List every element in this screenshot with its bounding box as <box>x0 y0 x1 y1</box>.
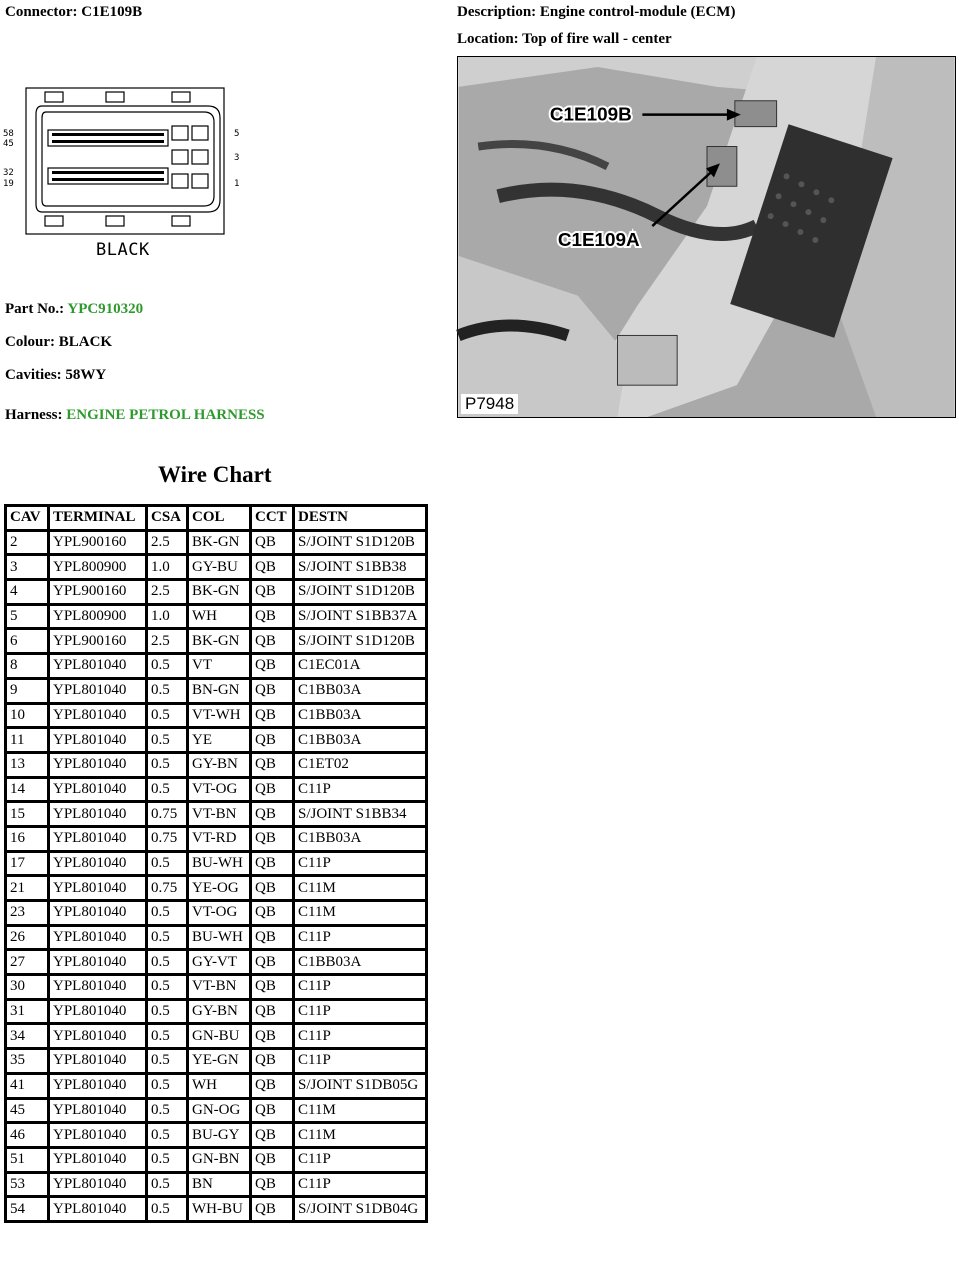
cell-col: GY-VT <box>189 951 249 973</box>
cell-col: BU-WH <box>189 927 249 949</box>
cell-terminal: YPL800900 <box>50 606 145 628</box>
cell-destn: S/JOINT S1D120B <box>295 581 425 603</box>
cell-csa: 1.0 <box>148 556 186 578</box>
cell-cct: QB <box>252 655 292 677</box>
cell-destn: S/JOINT S1BB38 <box>295 556 425 578</box>
table-row <box>7 902 425 924</box>
table-row <box>7 754 425 776</box>
cell-terminal: YPL900160 <box>50 630 145 652</box>
table-row <box>7 1174 425 1196</box>
cell-csa: 0.5 <box>148 1149 186 1171</box>
diagram-caption: BLACK <box>96 240 150 260</box>
connector-value: C1E109B <box>81 4 143 20</box>
cell-cav: 23 <box>7 902 47 924</box>
wire-chart-body <box>7 532 425 1220</box>
location-photo <box>457 56 956 418</box>
cell-terminal: YPL801040 <box>50 1075 145 1097</box>
cell-terminal: YPL801040 <box>50 779 145 801</box>
column-header-col: COL <box>189 507 249 529</box>
table-row <box>7 1050 425 1072</box>
cell-cct: QB <box>252 951 292 973</box>
cell-csa: 0.5 <box>148 754 186 776</box>
cell-col: BU-GY <box>189 1124 249 1146</box>
cell-col: VT-RD <box>189 828 249 850</box>
table-row <box>7 877 425 899</box>
cell-terminal: YPL801040 <box>50 1124 145 1146</box>
callout-c1e109a: C1E109A <box>557 229 640 251</box>
colour-line <box>5 334 112 351</box>
cell-destn: C11P <box>295 976 425 998</box>
cell-terminal: YPL801040 <box>50 803 145 825</box>
colour-value: BLACK <box>58 334 113 350</box>
cell-cav: 8 <box>7 655 47 677</box>
cell-csa: 0.75 <box>148 803 186 825</box>
cell-destn: C1BB03A <box>295 680 425 702</box>
cell-csa: 0.5 <box>148 655 186 677</box>
description-line <box>457 4 735 21</box>
cell-cct: QB <box>252 556 292 578</box>
cell-col: BN <box>189 1174 249 1196</box>
cell-cct: QB <box>252 828 292 850</box>
cell-cav: 53 <box>7 1174 47 1196</box>
table-row <box>7 1001 425 1023</box>
cell-cav: 21 <box>7 877 47 899</box>
column-header-csa: CSA <box>148 507 186 529</box>
cell-csa: 0.5 <box>148 1174 186 1196</box>
cell-csa: 2.5 <box>148 532 186 554</box>
cell-cav: 27 <box>7 951 47 973</box>
cell-terminal: YPL801040 <box>50 1001 145 1023</box>
cell-destn: C1ET02 <box>295 754 425 776</box>
harness-line <box>5 407 265 424</box>
table-row <box>7 532 425 554</box>
cell-cav: 34 <box>7 1025 47 1047</box>
cell-terminal: YPL801040 <box>50 927 145 949</box>
cell-col: VT-OG <box>189 902 249 924</box>
cell-csa: 0.5 <box>148 1124 186 1146</box>
description-value: Engine control-module (ECM) <box>539 4 736 20</box>
cell-destn: C11P <box>295 779 425 801</box>
cell-csa: 0.5 <box>148 976 186 998</box>
cell-cav: 46 <box>7 1124 47 1146</box>
pin-label-58: 58 <box>3 129 14 139</box>
cell-cav: 3 <box>7 556 47 578</box>
cell-col: BK-GN <box>189 581 249 603</box>
cell-cav: 11 <box>7 729 47 751</box>
photo-id: P7948 <box>461 394 518 414</box>
cell-cav: 26 <box>7 927 47 949</box>
cell-cct: QB <box>252 1149 292 1171</box>
cell-cav: 10 <box>7 705 47 727</box>
pin-label-5: 5 <box>234 129 240 139</box>
cell-terminal: YPL801040 <box>50 754 145 776</box>
cell-cav: 51 <box>7 1149 47 1171</box>
cell-destn: C11M <box>295 902 425 924</box>
cell-cct: QB <box>252 976 292 998</box>
column-header-destn: DESTN <box>295 507 425 529</box>
column-header-cct: CCT <box>252 507 292 529</box>
cell-col: GY-BN <box>189 1001 249 1023</box>
cell-destn: C1BB03A <box>295 705 425 727</box>
table-row <box>7 606 425 628</box>
table-row <box>7 1025 425 1047</box>
cell-col: VT-OG <box>189 779 249 801</box>
cell-terminal: YPL801040 <box>50 705 145 727</box>
cell-terminal: YPL801040 <box>50 902 145 924</box>
table-row <box>7 630 425 652</box>
cell-destn: C11M <box>295 877 425 899</box>
cell-terminal: YPL801040 <box>50 1050 145 1072</box>
cell-destn: C11P <box>295 1149 425 1171</box>
cell-cct: QB <box>252 581 292 603</box>
cell-csa: 0.5 <box>148 1001 186 1023</box>
cell-csa: 0.5 <box>148 1050 186 1072</box>
table-row <box>7 1124 425 1146</box>
cell-terminal: YPL801040 <box>50 1025 145 1047</box>
cell-cav: 45 <box>7 1100 47 1122</box>
cell-csa: 2.5 <box>148 581 186 603</box>
wire-chart-table <box>4 504 428 1223</box>
pin-label-3: 3 <box>234 153 240 163</box>
cell-destn: S/JOINT S1DB05G <box>295 1075 425 1097</box>
table-row <box>7 729 425 751</box>
table-row <box>7 1075 425 1097</box>
cell-destn: C11P <box>295 853 425 875</box>
cell-cav: 6 <box>7 630 47 652</box>
cell-col: GY-BU <box>189 556 249 578</box>
cell-csa: 0.5 <box>148 927 186 949</box>
cell-csa: 0.75 <box>148 877 186 899</box>
cell-cav: 54 <box>7 1198 47 1220</box>
cell-destn: S/JOINT S1D120B <box>295 630 425 652</box>
table-row <box>7 581 425 603</box>
colour-label: Colour: <box>5 334 55 350</box>
description-label: Description: <box>457 4 537 20</box>
table-row <box>7 655 425 677</box>
cell-destn: S/JOINT S1BB34 <box>295 803 425 825</box>
cell-cct: QB <box>252 1025 292 1047</box>
table-row <box>7 556 425 578</box>
cell-cct: QB <box>252 877 292 899</box>
cell-cct: QB <box>252 853 292 875</box>
table-row <box>7 705 425 727</box>
cell-destn: S/JOINT S1D120B <box>295 532 425 554</box>
table-row <box>7 779 425 801</box>
cell-destn: C11M <box>295 1100 425 1122</box>
cell-cct: QB <box>252 803 292 825</box>
pin-label-32: 32 <box>3 168 14 178</box>
table-row <box>7 1149 425 1171</box>
cell-terminal: YPL801040 <box>50 680 145 702</box>
cell-terminal: YPL801040 <box>50 1198 145 1220</box>
cell-csa: 0.75 <box>148 828 186 850</box>
location-label: Location: <box>457 31 519 47</box>
cell-csa: 0.5 <box>148 779 186 801</box>
cell-csa: 0.5 <box>148 729 186 751</box>
cell-terminal: YPL801040 <box>50 729 145 751</box>
cell-terminal: YPL801040 <box>50 877 145 899</box>
connector-line <box>5 4 142 21</box>
harness-value: ENGINE PETROL HARNESS <box>66 407 265 423</box>
column-header-terminal: TERMINAL <box>50 507 145 529</box>
cell-destn: C1EC01A <box>295 655 425 677</box>
cavity-block-lower <box>48 168 168 184</box>
cell-col: BN-GN <box>189 680 249 702</box>
cell-cct: QB <box>252 1174 292 1196</box>
cell-cav: 41 <box>7 1075 47 1097</box>
table-row <box>7 927 425 949</box>
cell-terminal: YPL801040 <box>50 853 145 875</box>
cell-destn: C11P <box>295 1050 425 1072</box>
cell-destn: C11P <box>295 1001 425 1023</box>
cell-terminal: YPL800900 <box>50 556 145 578</box>
table-row <box>7 803 425 825</box>
cell-cav: 13 <box>7 754 47 776</box>
cell-cct: QB <box>252 1001 292 1023</box>
cell-col: GN-OG <box>189 1100 249 1122</box>
cell-terminal: YPL801040 <box>50 1100 145 1122</box>
cell-cav: 9 <box>7 680 47 702</box>
cell-cct: QB <box>252 754 292 776</box>
cell-cct: QB <box>252 1124 292 1146</box>
cell-csa: 0.5 <box>148 680 186 702</box>
pin-label-19: 19 <box>3 179 14 189</box>
cell-csa: 0.5 <box>148 951 186 973</box>
cell-cct: QB <box>252 1100 292 1122</box>
cell-terminal: YPL801040 <box>50 976 145 998</box>
cell-cav: 31 <box>7 1001 47 1023</box>
cell-cct: QB <box>252 532 292 554</box>
cell-terminal: YPL801040 <box>50 1174 145 1196</box>
cell-cct: QB <box>252 902 292 924</box>
cell-cav: 30 <box>7 976 47 998</box>
cell-cav: 5 <box>7 606 47 628</box>
cell-csa: 0.5 <box>148 853 186 875</box>
part-number-line <box>5 301 143 318</box>
cell-csa: 0.5 <box>148 1198 186 1220</box>
cell-cct: QB <box>252 729 292 751</box>
cell-cav: 17 <box>7 853 47 875</box>
callout-c1e109b: C1E109B <box>549 104 632 126</box>
cell-destn: C11P <box>295 927 425 949</box>
cell-destn: C11P <box>295 1025 425 1047</box>
cell-cct: QB <box>252 1198 292 1220</box>
cell-terminal: YPL900160 <box>50 532 145 554</box>
cavities-value: 58WY <box>65 367 107 383</box>
cell-csa: 1.0 <box>148 606 186 628</box>
cell-col: WH-BU <box>189 1198 249 1220</box>
cell-cct: QB <box>252 680 292 702</box>
cell-terminal: YPL801040 <box>50 951 145 973</box>
cell-terminal: YPL801040 <box>50 828 145 850</box>
cell-terminal: YPL900160 <box>50 581 145 603</box>
cell-col: VT-WH <box>189 705 249 727</box>
part-value: YPC910320 <box>67 301 144 317</box>
table-row <box>7 680 425 702</box>
cell-col: YE <box>189 729 249 751</box>
cell-col: GN-BU <box>189 1025 249 1047</box>
cell-destn: C1BB03A <box>295 828 425 850</box>
pin-label-45: 45 <box>3 139 14 149</box>
cell-csa: 2.5 <box>148 630 186 652</box>
table-row <box>7 951 425 973</box>
cavities-line <box>5 367 106 384</box>
cell-cct: QB <box>252 927 292 949</box>
cell-csa: 0.5 <box>148 705 186 727</box>
cell-destn: S/JOINT S1BB37A <box>295 606 425 628</box>
cell-cct: QB <box>252 1050 292 1072</box>
cell-col: GN-BN <box>189 1149 249 1171</box>
cavities-label: Cavities: <box>5 367 62 383</box>
cell-csa: 0.5 <box>148 1100 186 1122</box>
column-header-cav: CAV <box>7 507 47 529</box>
cell-col: YE-OG <box>189 877 249 899</box>
cell-terminal: YPL801040 <box>50 655 145 677</box>
table-row <box>7 828 425 850</box>
cell-cav: 15 <box>7 803 47 825</box>
cell-col: WH <box>189 1075 249 1097</box>
location-value: Top of fire wall - center <box>522 31 672 47</box>
cell-cct: QB <box>252 705 292 727</box>
location-line <box>457 31 672 48</box>
cell-cct: QB <box>252 779 292 801</box>
connector-label: Connector: <box>5 4 78 20</box>
cell-csa: 0.5 <box>148 1075 186 1097</box>
cell-csa: 0.5 <box>148 902 186 924</box>
cell-col: BU-WH <box>189 853 249 875</box>
wire-chart-title: Wire Chart <box>158 462 272 487</box>
cell-cav: 14 <box>7 779 47 801</box>
cavity-block-upper <box>48 130 168 146</box>
cell-col: YE-GN <box>189 1050 249 1072</box>
cell-destn: C11P <box>295 1174 425 1196</box>
cell-col: VT-BN <box>189 803 249 825</box>
cell-terminal: YPL801040 <box>50 1149 145 1171</box>
cell-col: BK-GN <box>189 630 249 652</box>
cell-cct: QB <box>252 1075 292 1097</box>
pin-label-1: 1 <box>234 179 240 189</box>
cell-destn: C1BB03A <box>295 951 425 973</box>
cell-cav: 2 <box>7 532 47 554</box>
cell-col: BK-GN <box>189 532 249 554</box>
cell-cav: 4 <box>7 581 47 603</box>
table-row <box>7 976 425 998</box>
table-row <box>7 853 425 875</box>
cell-col: WH <box>189 606 249 628</box>
cell-csa: 0.5 <box>148 1025 186 1047</box>
cell-destn: S/JOINT S1DB04G <box>295 1198 425 1220</box>
cell-col: VT-BN <box>189 976 249 998</box>
table-row <box>7 1100 425 1122</box>
cell-cav: 16 <box>7 828 47 850</box>
cell-destn: C11M <box>295 1124 425 1146</box>
cell-cav: 35 <box>7 1050 47 1072</box>
cell-cct: QB <box>252 606 292 628</box>
cell-col: VT <box>189 655 249 677</box>
cell-col: GY-BN <box>189 754 249 776</box>
table-header-row <box>7 507 425 529</box>
harness-label: Harness: <box>5 407 63 423</box>
cell-destn: C1BB03A <box>295 729 425 751</box>
table-row <box>7 1198 425 1220</box>
cell-cct: QB <box>252 630 292 652</box>
part-label: Part No.: <box>5 301 65 317</box>
